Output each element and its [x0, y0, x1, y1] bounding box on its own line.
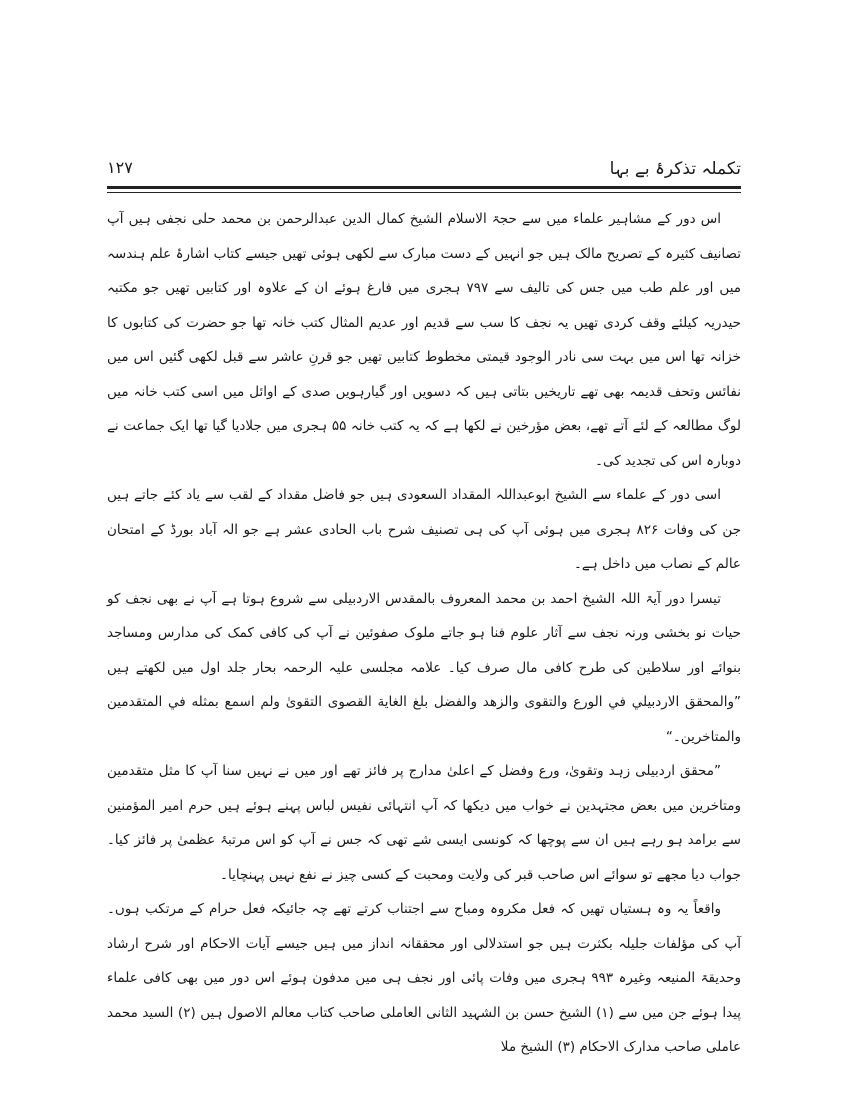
- paragraph: تیسرا دور آیۃ اللہ الشیخ احمد بن محمد المعروف بالمقدس الاردبیلی سے شروع ہوتا ہے آپ نے بھی نجف کو حیات نو بخشی ورنہ نجف سے آثار علوم فنا ہو جاتے ملوک صفوئین نے آپ کی کافی کمک کی مدارس ومساجد بنوائے اور سلاطین کی طرح کافی مال صرف کیا۔ علامہ مجلسی علیہ الرحمہ بحار جلد اول میں لکھتے ہیں ”والمحقق الاردبیلي في الورع والتقوى والزهد والفضل بلغ الغاية القصوى التقوىٰ ولم اسمع بمثله في المتقدمين والمتاخرين۔“: [107, 590, 741, 745]
- header-rule-thin: [107, 192, 741, 193]
- header-rule-thick: [107, 186, 741, 189]
- body-text: [107, 202, 741, 1065]
- page-number: ۱۲۷: [107, 158, 133, 177]
- page-header: [107, 158, 741, 184]
- paragraph: اسی دور کے علماء سے الشیخ ابوعبداللہ المقداد السعودی ہیں جو فاضل مقداد کے لقب سے یاد کئے جاتے ہیں جن کی وفات ۸۲۶ ہجری میں ہوئی آپ کی ہی تصنیف شرح باب الحادی عشر ہے جو الہ آباد بورڈ کے امتحان عالم کے نصاب میں داخل ہے۔: [107, 487, 741, 572]
- paragraph: ”محقق اردبیلی زہد وتقویٰ، ورع وفضل کے اعلیٰ مدارج پر فائز تھے اور میں نے نہیں سنا آپ کا مثل متقدمین ومتاخرین میں بعض مجتہدین نے خواب میں دیکھا کہ آپ انتہائی نفیس لباس پہنے ہوئے ہیں حرم امیر المؤمنین سے برامد ہو رہے ہیں ان سے پوچھا کہ کونسی ایسی شے تھی کہ جس نے آپ کو اس مرتبۂ عظمیٰ پر فائز کیا۔ جواب دیا مجھے تو سوائے اس صاحب قبر کی ولایت ومحبت کے کسی چیز نے نفع نہیں پہنچایا۔: [107, 763, 741, 883]
- running-title: تکملہ تذکرۂ بے بہا: [609, 159, 741, 179]
- paragraph: اس دور کے مشاہیر علماء میں سے حجۃ الاسلام الشیخ کمال الدین عبدالرحمن بن محمد حلی نجفی ہیں آپ تصانیف کثیرہ کے تصریح مالک ہیں جو انہیں کے دست مبارک سے لکھی ہوئی تھیں جیسے کتاب اشارۂ علم ہندسہ میں اور علم طب میں جس کی تالیف سے ۷۹۷ ہجری میں فارغ ہوئے ان کے علاوہ اور کتابیں تھیں جو مکتبہ حیدریہ کیلئے وقف کردی تھیں یہ نجف کا سب سے قدیم اور عدیم المثال کتب خانہ تھا جو حضرت کی کتابوں کا خزانہ تھا اس میں بہت سی نادر الوجود قیمتی مخطوط کتابیں تھیں جو قرنِ عاشر سے قبل لکھی گئیں اس میں نفائس وتحف قدیمہ بھی تھے تاریخیں بتاتی ہیں کہ دسویں اور گیارہویں صدی کے اوائل میں اسی کتب خانہ میں لوگ مطالعہ کے لئے آتے تھے، بعض مؤرخین نے لکھا ہے کہ یہ کتب خانہ ۵۵ ہجری میں جلادیا گیا تھا ایک جماعت نے دوبارہ اس کی تجدید کی۔: [107, 211, 742, 469]
- paragraph: واقعاً یہ وہ ہستیاں تھیں کہ فعل مکروہ ومباح سے اجتناب کرتے تھے چہ جائیکہ فعل حرام کے مرتکب ہوں۔ آپ کی مؤلفات جلیلہ بکثرت ہیں جو استدلالی اور محققانہ انداز میں ہیں جیسے آیات الاحکام اور شرح ارشاد وحدیقۃ المنیعہ وغیرہ ۹۹۳ ہجری میں وفات پائی اور نجف ہی میں مدفون ہوئے اس دور میں بھی کافی علماء پیدا ہوئے جن میں سے (۱) الشیخ حسن بن الشہید الثانی العاملی صاحب کتاب معالم الاصول ہیں (۲) السید محمد عاملی صاحب مدارک الاحکام (۳) الشیخ ملا: [107, 901, 741, 1055]
